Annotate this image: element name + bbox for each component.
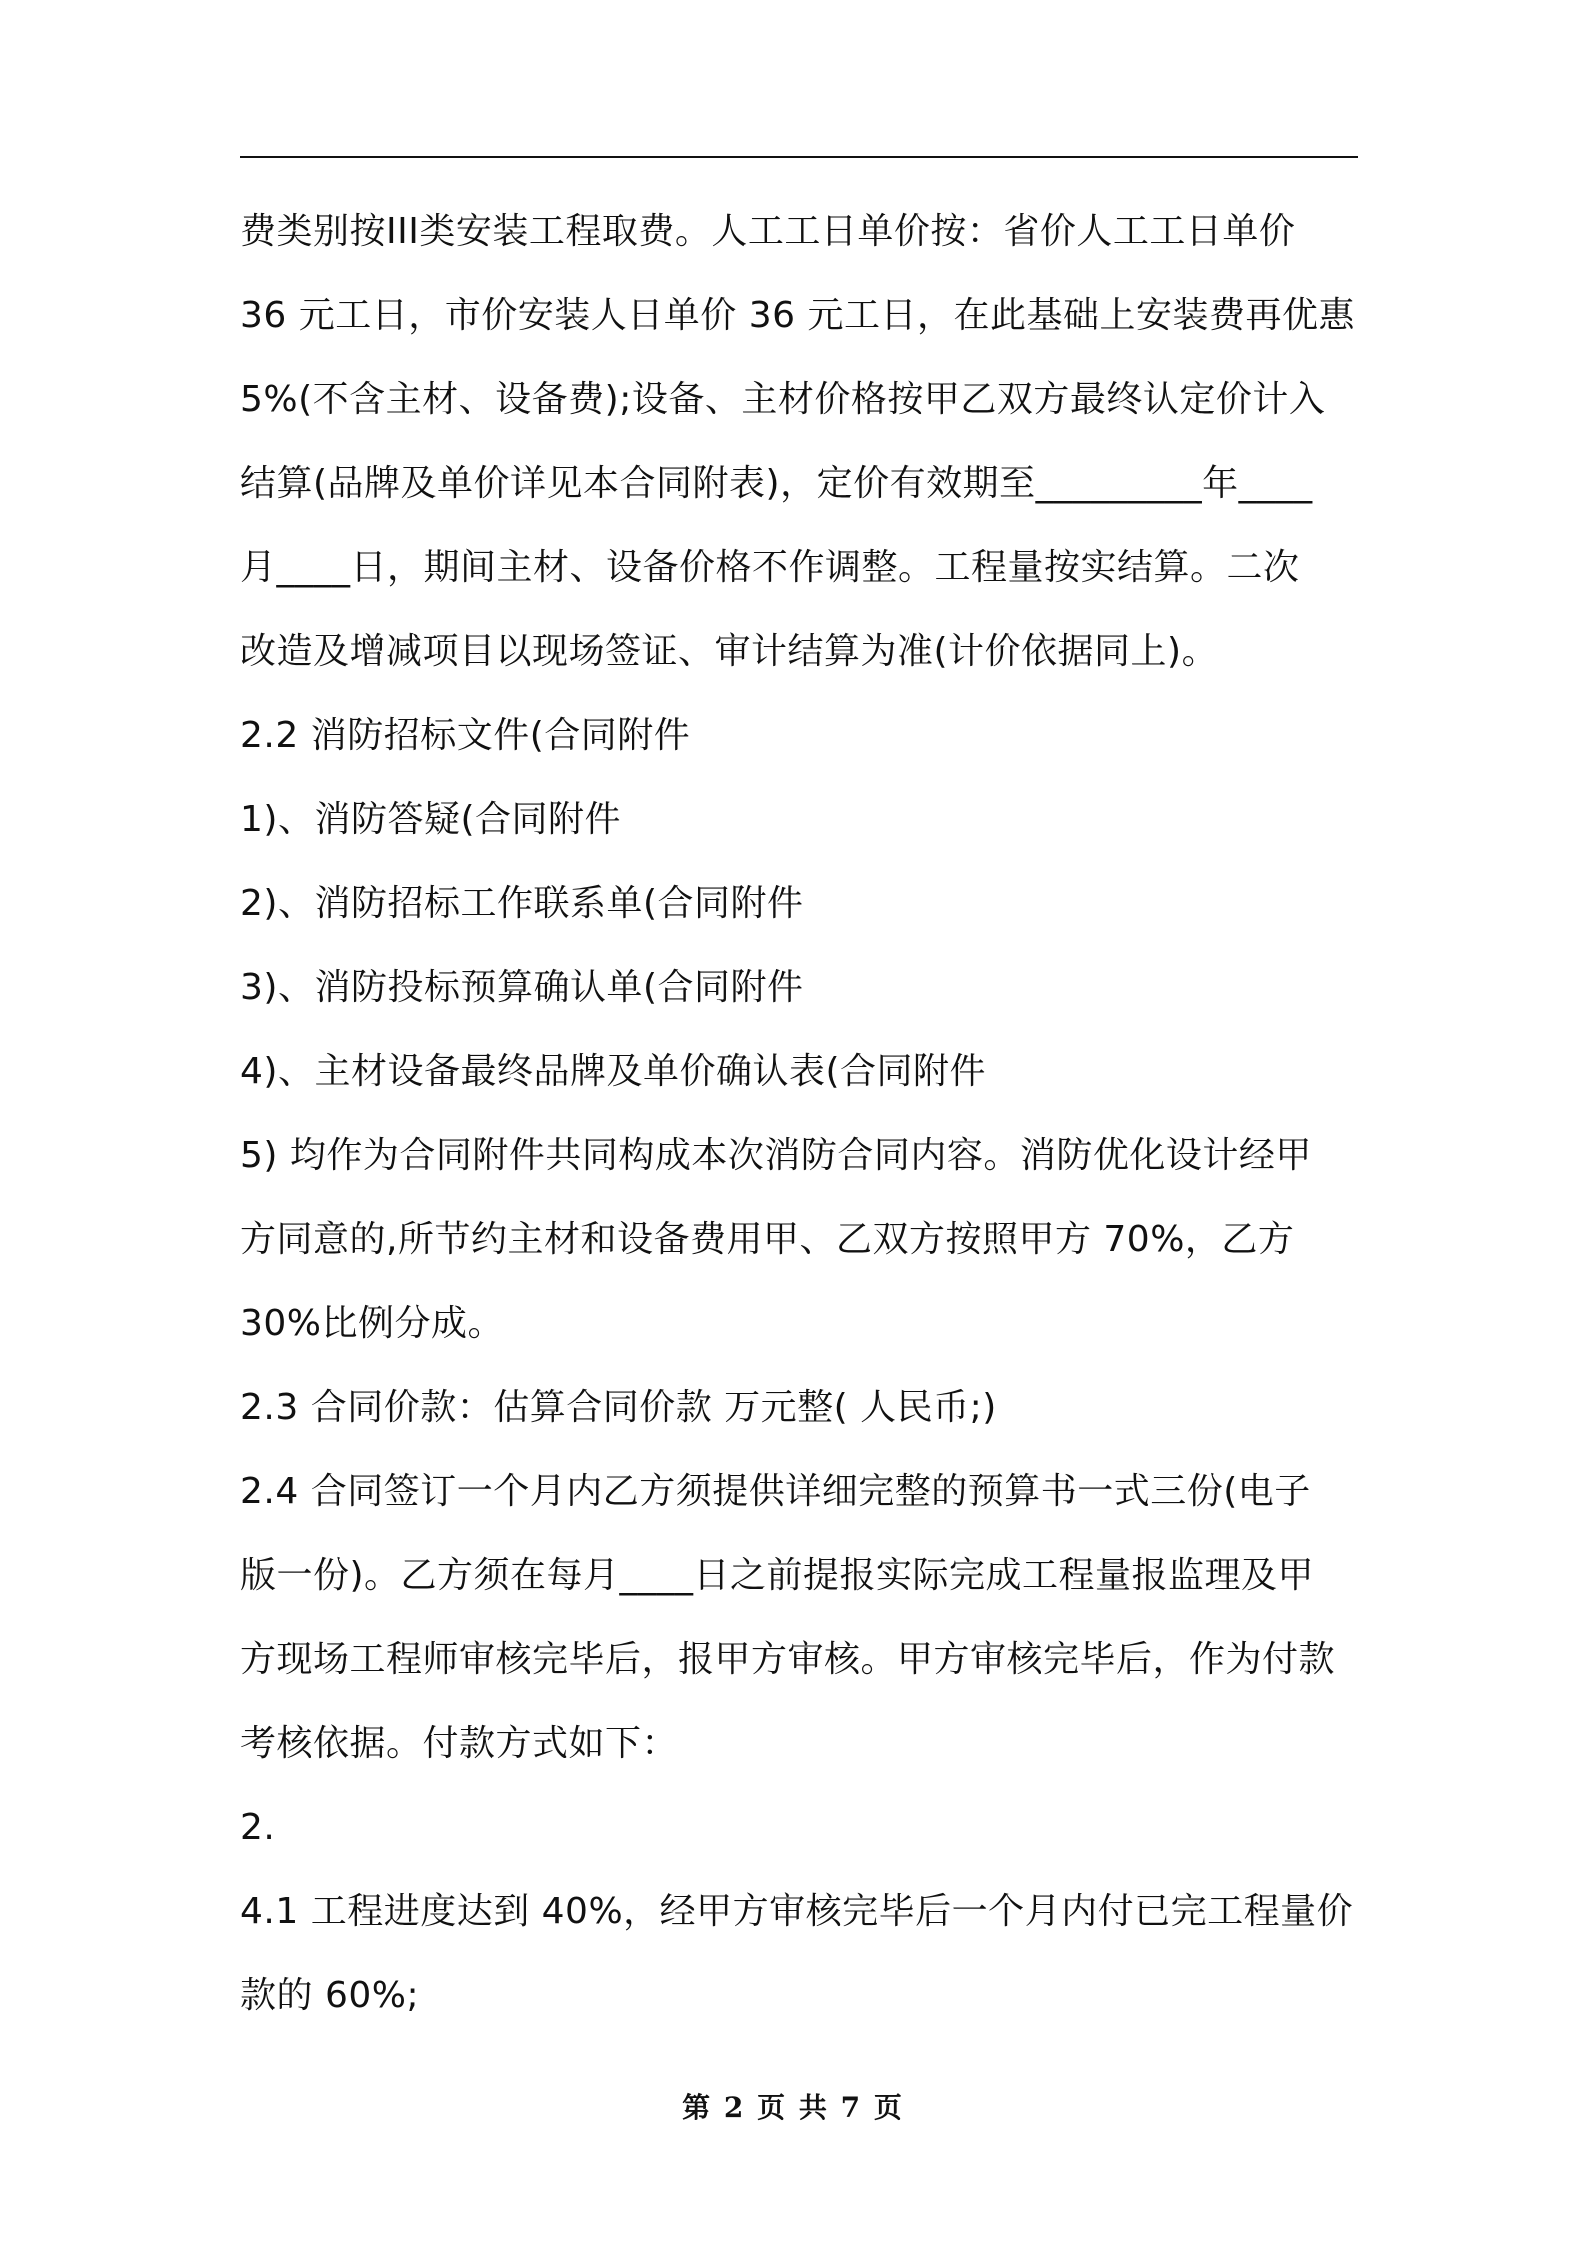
text-line: 方同意的,所节约主材和设备费用甲、乙双方按照甲方 70%，乙方 (240, 1219, 1295, 1260)
text-line: 改造及增减项目以现场签证、审计结算为准(计价依据同上)。 (240, 631, 1219, 672)
section-heading: 2. (240, 1807, 276, 1848)
page-number-footer: 第 2 页 共 7 页 (682, 2091, 904, 2124)
list-item: 2)、消防招标工作联系单(合同附件 (240, 883, 804, 924)
text-line: 5%(不含主材、设备费);设备、主材价格按甲乙双方最终认定价计入 (240, 379, 1326, 420)
list-item: 4)、主材设备最终品牌及单价确认表(合同附件 (240, 1051, 986, 1092)
text-line: 月____日，期间主材、设备价格不作调整。工程量按实结算。二次 (240, 547, 1300, 588)
text-line: 36 元工日，市价安装人日单价 36 元工日，在此基础上安装费再优惠 (240, 295, 1355, 336)
section-heading: 2.4 合同签订一个月内乙方须提供详细完整的预算书一式三份(电子 (240, 1471, 1311, 1512)
text-line: 30%比例分成。 (240, 1303, 505, 1344)
text-line: 考核依据。付款方式如下： (240, 1723, 679, 1764)
text-line: 费类别按III类安装工程取费。人工工日单价按：省价人工工日单价 (240, 211, 1296, 252)
section-heading: 2.3 合同价款：估算合同价款 万元整( 人民币;) (240, 1387, 997, 1428)
text-line: 款的 60%; (240, 1975, 420, 2016)
header-rule (240, 156, 1358, 158)
text-line: 方现场工程师审核完毕后，报甲方审核。甲方审核完毕后，作为付款 (240, 1639, 1336, 1680)
section-heading: 2.2 消防招标文件(合同附件 (240, 715, 691, 756)
section-heading: 4.1 工程进度达到 40%，经甲方审核完毕后一个月内付已完工程量价 (240, 1891, 1354, 1932)
text-line: 结算(品牌及单价详见本合同附表)，定价有效期至_________年____ (240, 463, 1313, 504)
list-item: 1)、消防答疑(合同附件 (240, 799, 621, 840)
body-text (240, 190, 1360, 2038)
text-line: 版一份)。乙方须在每月____日之前提报实际完成工程量报监理及甲 (240, 1555, 1315, 1596)
list-item: 5) 均作为合同附件共同构成本次消防合同内容。消防优化设计经甲 (240, 1135, 1312, 1176)
list-item: 3)、消防投标预算确认单(合同附件 (240, 967, 804, 1008)
